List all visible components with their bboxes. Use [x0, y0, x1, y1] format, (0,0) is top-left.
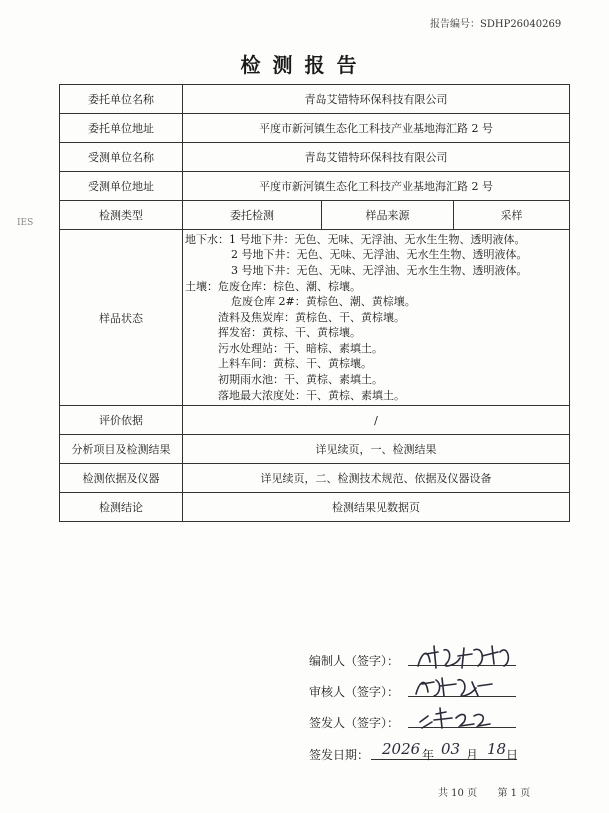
total-pages: 共 10 页 — [438, 788, 478, 799]
table-row — [60, 230, 570, 406]
prepared-by-label: 编制人（签字）： — [309, 654, 400, 668]
margin-mark: IES — [17, 218, 34, 228]
table-row — [60, 435, 570, 464]
issue-month: 03 — [441, 740, 461, 758]
sample-state-line: 落地最大浓度处：干、黄棕、素填土。 — [218, 388, 405, 402]
issued-signature — [416, 704, 496, 732]
method-value: 详见续页，二、检测技术规范、依据及仪器设备 — [183, 464, 570, 493]
client-address-label: 委托单位地址 — [60, 114, 183, 143]
table-row — [60, 406, 570, 435]
table-row — [60, 143, 570, 172]
client-name-value: 青岛艾错特环保科技有限公司 — [183, 85, 570, 114]
client-name-label: 委托单位名称 — [60, 85, 183, 114]
client-address-value: 平度市新河镇生态化工科技产业基地海汇路 2 号 — [183, 114, 570, 143]
tested-address-value: 平度市新河镇生态化工科技产业基地海汇路 2 号 — [183, 172, 570, 201]
tested-name-label: 受测单位名称 — [60, 143, 183, 172]
table-row — [60, 114, 570, 143]
sample-state-line: 土壤：危废仓库：棕色、潮、棕壤。 — [185, 279, 361, 293]
table-row — [60, 464, 570, 493]
analysis-label: 分析项目及检测结果 — [60, 435, 183, 464]
sample-state-value — [183, 230, 570, 406]
report-number: 报告编号：SDHP26040269 — [430, 19, 562, 30]
issue-date-line — [371, 759, 517, 760]
day-unit: 日 — [506, 748, 519, 762]
issued-by-label: 签发人（签字）： — [309, 716, 400, 730]
page-title: 检测报告 — [240, 53, 369, 77]
sample-state-line: 上料车间：黄棕、干、黄棕壤。 — [218, 357, 372, 371]
month-unit: 月 — [466, 748, 479, 762]
page-footer — [438, 784, 530, 799]
table-row — [60, 201, 570, 230]
tested-name-value: 青岛艾错特环保科技有限公司 — [183, 143, 570, 172]
issue-year: 2026 — [382, 740, 421, 758]
basis-value: / — [183, 406, 570, 435]
sample-state-line: 危废仓库 2#：黄棕色、潮、黄棕壤。 — [231, 295, 416, 309]
basis-label: 评价依据 — [60, 406, 183, 435]
sample-state-line: 地下水：1 号地下井：无色、无味、无浮油、无水生生物、透明液体。 — [185, 232, 526, 246]
method-label: 检测依据及仪器 — [60, 464, 183, 493]
year-unit: 年 — [422, 748, 435, 762]
table-row — [60, 85, 570, 114]
sample-state-line: 污水处理站：干、暗棕、素填土。 — [218, 341, 383, 355]
tested-address-label: 受测单位地址 — [60, 172, 183, 201]
sample-state-line: 2 号地下井：无色、无味、无浮油、无水生生物、透明液体。 — [231, 248, 528, 262]
issue-date-label: 签发日期： — [309, 748, 370, 762]
analysis-value: 详见续页，一、检测结果 — [183, 435, 570, 464]
sample-source-value: 采样 — [454, 201, 570, 230]
sample-state-line: 初期雨水池：干、黄棕、素填土。 — [218, 373, 383, 387]
sample-state-line: 渣料及焦炭库：黄棕色、干、黄棕壤。 — [218, 310, 405, 324]
issue-day: 18 — [487, 740, 507, 758]
report-table — [59, 84, 570, 522]
conclusion-label: 检测结论 — [60, 493, 183, 522]
sample-state-line: 挥发窑：黄棕、干、黄棕壤。 — [218, 326, 361, 340]
test-type-label: 检测类型 — [60, 201, 183, 230]
current-page: 第 1 页 — [497, 788, 531, 799]
table-row — [60, 493, 570, 522]
table-row — [60, 172, 570, 201]
conclusion-value: 检测结果见数据页 — [183, 493, 570, 522]
sample-source-label: 样品来源 — [322, 201, 454, 230]
test-type-value: 委托检测 — [183, 201, 322, 230]
prepared-signature — [412, 640, 522, 674]
sample-state-line: 3 号地下井：无色、无味、无浮油、无水生生物、透明液体。 — [231, 263, 528, 277]
sample-state-label: 样品状态 — [60, 230, 183, 406]
reviewed-signature — [412, 672, 502, 702]
reviewed-by-label: 审核人（签字）： — [309, 685, 400, 699]
